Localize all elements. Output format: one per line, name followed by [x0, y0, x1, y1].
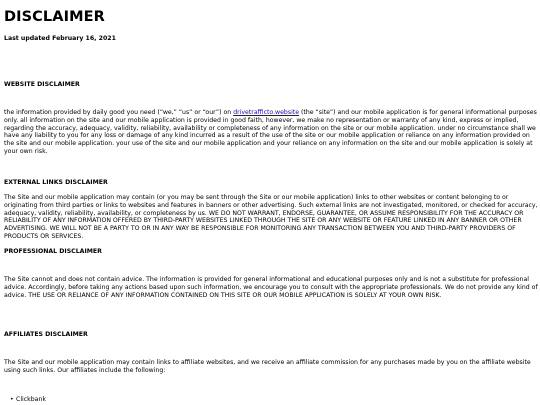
website-text-before: the information provided by daily good you need (“we,” “us” or “our”) on [4, 109, 234, 116]
external-links-text: The Site and our mobile application may contain (or you may be sent through the Site or our mobile application) links to other websites or content belonging to or originating from third parties or links to websites and features in banners or other advertising. Such external links are not investigated, monitored, or checked for accuracy, adequacy, validity, reliability, availability, or completeness by us. WE DO NOT WARRANT, ENDORSE, GUARANTEE, OR ASSUME RESPONSIBILITY FOR THE ACCURACY OR RELIABILITY OF ANY INFORMATION OFFERED BY THIRD-PARTY WEBSITES LINKED THROUGH THE SITE OR ANY WEBSITE OR FEATURE LINKED IN ANY BANNER OR OTHER ADVERTISING. WE WILL NOT BE A PARTY TO OR IN ANY WAY BE RESPONSIBLE FOR MONITORING ANY TRANSACTION BETWEEN YOU AND THIRD-PARTY PROVIDERS OF PRODUCTS OR SERVICES. [4, 194, 538, 240]
website-disclaimer-text [4, 109, 538, 156]
website-link[interactable]: drivetrafficto.website [233, 109, 300, 116]
affiliate-name: Clickbank [16, 396, 46, 403]
website-disclaimer-heading: WEBSITE DISCLAIMER [4, 81, 80, 88]
professional-heading: PROFESSIONAL DISCLAIMER [4, 248, 102, 255]
page-title: DISCLAIMER [4, 9, 105, 25]
website-text-after: (the “site”) and our mobile application is for general informational purposes only. all information on the site and our mobile application is provided in good faith, however, we make no representation or warranty of any kind, express or implied, regarding the accuracy, adequacy, validity, reliability, availability or completeness of any information on the site or our mobile application. under no circumstance shall we have any liability to you for any loss or damage of any kind incurred as a result of the use of the site or our mobile application or reliance on any information provided on the site and our mobile application. your use of the site and our mobile application and your reliance on any information on the site and our mobile application is solely at your own risk. [4, 109, 537, 155]
affiliates-text: The Site and our mobile application may contain links to affiliate websites, and we receive an affiliate commission for any purchases made by you on the affiliate website using such links. Our affiliates include the following: [4, 359, 531, 374]
external-links-heading: EXTERNAL LINKS DISCLAIMER [4, 179, 108, 186]
last-updated: Last updated February 16, 2021 [4, 35, 116, 42]
list-item [4, 396, 46, 404]
affiliates-heading: AFFILIATES DISCLAIMER [4, 331, 88, 338]
bullet-icon: • [10, 396, 14, 403]
professional-text: The Site cannot and does not contain advice. The information is provided for general informational and educational purposes only and is not a substitute for professional advice. Accordingly, before taking any actions based upon such information, we encourage you to consult with the appropriate professionals. We do not provide any kind of advice. THE USE OR RELIANCE OF ANY INFORMATION CONTAINED ON THIS SITE OR OUR MOBILE APPLICATION IS SOLELY AT YOUR OWN RISK. [4, 276, 538, 299]
affiliates-list [4, 396, 46, 404]
